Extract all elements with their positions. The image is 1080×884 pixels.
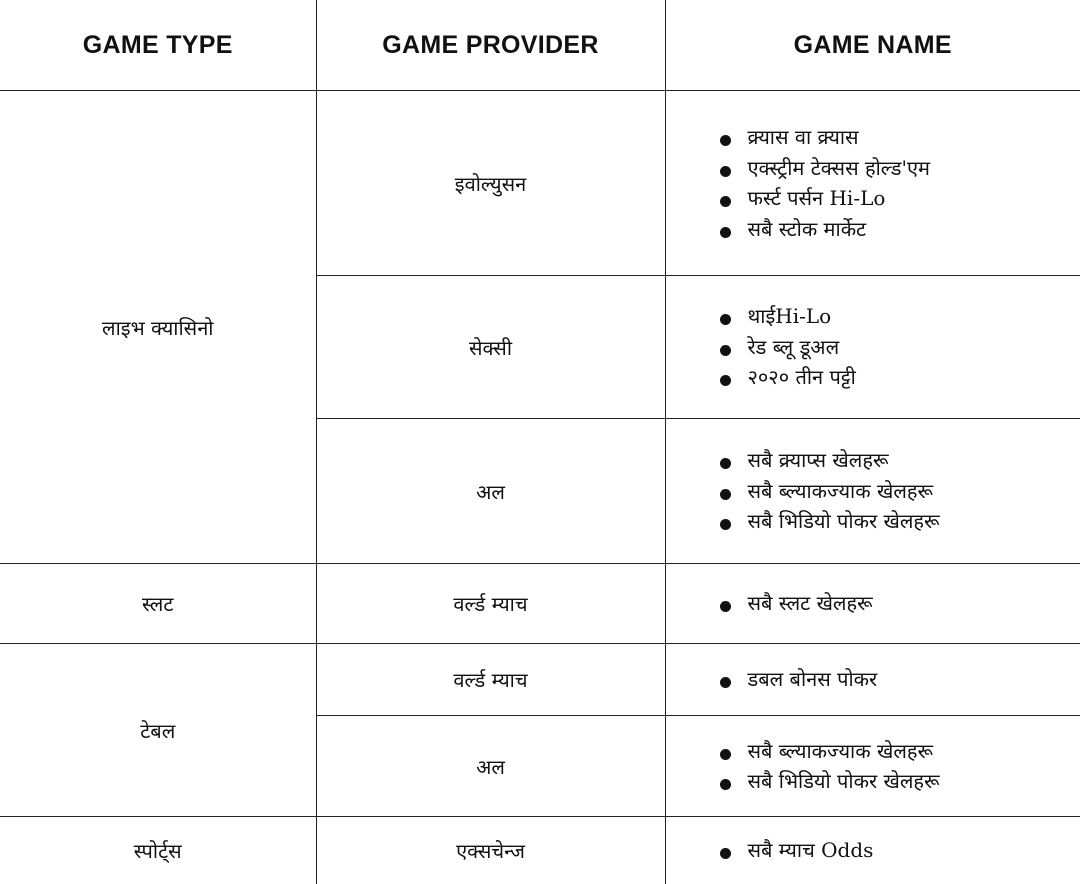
header-game-provider: GAME PROVIDER [316,0,665,91]
game-provider-cell: सेक्सी [316,276,665,419]
game-name-item: क्र्यास वा क्र्यास [720,122,1080,153]
game-name-item: सबै क्र्याप्स खेलहरू [720,445,1080,476]
table-row [0,644,1080,716]
game-provider-cell: एक्सचेन्ज [316,817,665,884]
game-provider-cell: अल [316,419,665,564]
game-name-cell [665,644,1080,716]
game-provider-cell: इवोल्युसन [316,91,665,276]
game-type-cell: टेबल [0,644,316,817]
game-name-item: रेड ब्लू डूअल [720,332,1080,363]
game-name-item: फर्स्ट पर्सन Hi-Lo [720,183,1080,214]
header-game-type: GAME TYPE [0,0,316,91]
game-name-item: २०२० तीन पट्टी [720,362,1080,393]
game-name-item: सबै म्याच Odds [720,835,1080,866]
game-name-item: सबै स्लट खेलहरू [720,588,1080,619]
game-name-cell [665,419,1080,564]
header-game-name: GAME NAME [665,0,1080,91]
game-name-cell [665,276,1080,419]
header-row [0,0,1080,91]
game-type-cell: लाइभ क्यासिनो [0,91,316,564]
game-name-list [666,664,1080,695]
game-name-list [666,122,1080,244]
game-provider-cell: वर्ल्ड म्याच [316,644,665,716]
game-name-cell [665,817,1080,884]
game-name-cell [665,91,1080,276]
game-name-item: सबै ब्ल्याकज्याक खेलहरू [720,476,1080,507]
game-provider-cell: अल [316,716,665,817]
game-name-item: थाईHi-Lo [720,301,1080,332]
game-name-list [666,588,1080,619]
game-name-item: सबै भिडियो पोकर खेलहरू [720,506,1080,537]
game-name-item: सबै स्टोक मार्केट [720,214,1080,245]
game-name-item: डबल बोनस पोकर [720,664,1080,695]
game-name-cell [665,564,1080,644]
game-provider-cell: वर्ल्ड म्याच [316,564,665,644]
game-name-item: एक्स्ट्रीम टेक्सस होल्ड'एम [720,153,1080,184]
game-name-list [666,835,1080,866]
table-row [0,564,1080,644]
game-name-cell [665,716,1080,817]
game-type-cell: स्पोर्ट्स [0,817,316,884]
table-row [0,91,1080,276]
game-name-list [666,301,1080,393]
game-name-list [666,736,1080,797]
table-row [0,817,1080,884]
game-name-list [666,445,1080,537]
game-name-item: सबै भिडियो पोकर खेलहरू [720,766,1080,797]
game-name-item: सबै ब्ल्याकज्याक खेलहरू [720,736,1080,767]
game-type-cell: स्लट [0,564,316,644]
